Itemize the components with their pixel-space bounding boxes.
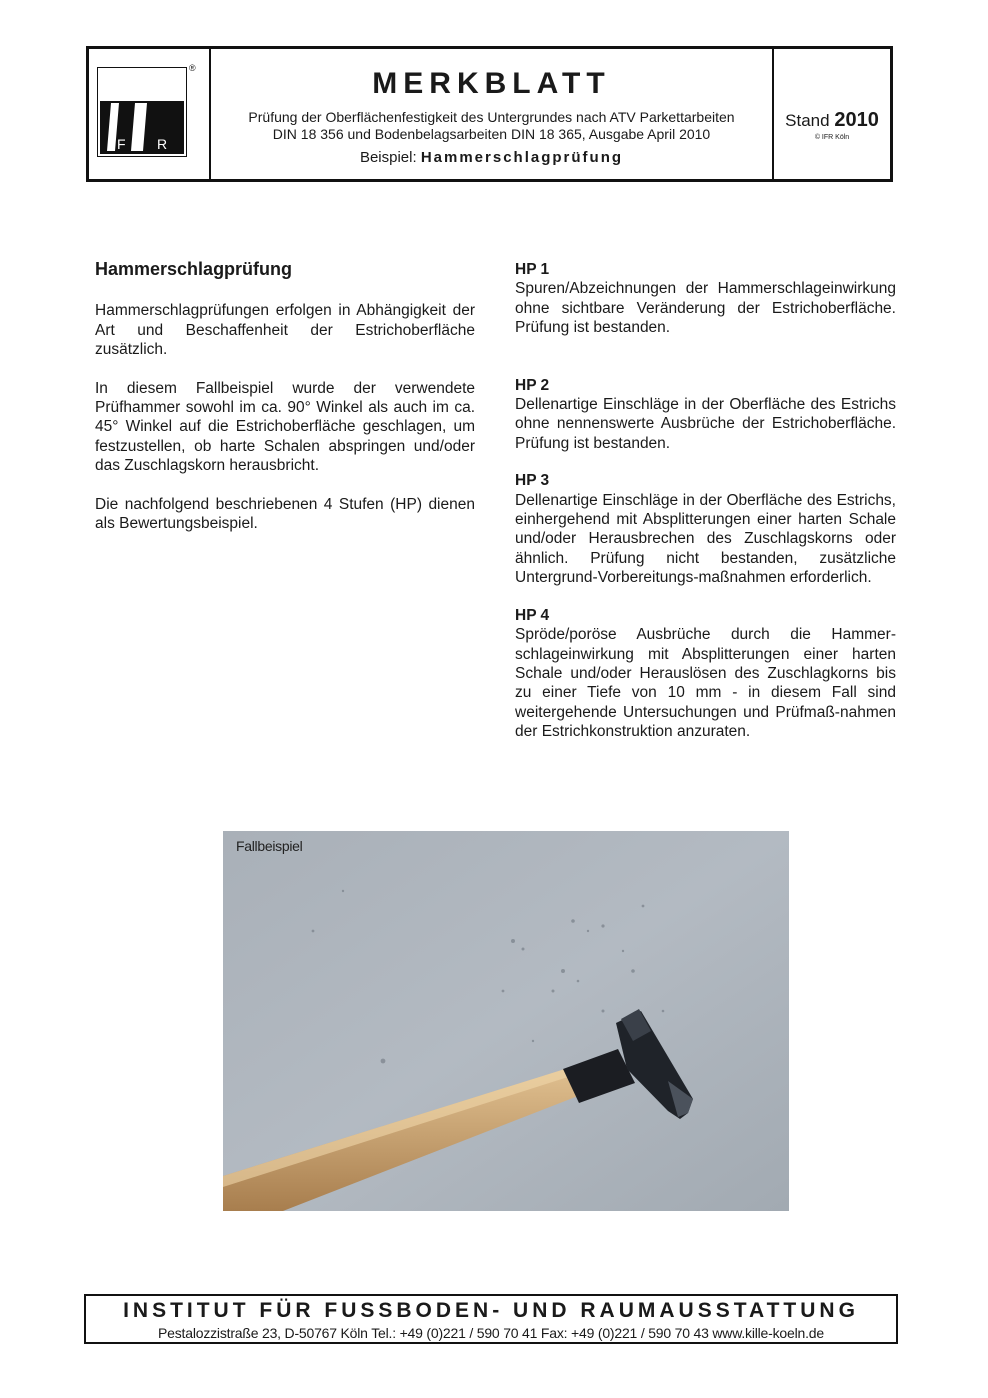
subtitle-line-1: Prüfung der Oberflächenfestigkeit des Untergrundes nach ATV Parkettarbeiten (248, 109, 735, 125)
example-line (211, 149, 772, 166)
hp-item-1 (515, 260, 896, 338)
paragraph-levels: Die nachfolgend beschriebenen 4 Stufen (HP) dienen als Bewertungsbeispiel. (95, 495, 475, 533)
stand-year: 2010 (834, 109, 879, 131)
subtitle-line-2: DIN 18 356 und Bodenbelagsarbeiten DIN 18 365, Ausgabe April 2010 (272, 126, 711, 142)
hp-title: HP 2 (515, 376, 550, 394)
institute-address: Pestalozzistraße 23, D-50767 Köln Tel.: +49 (0)221 / 590 70 41 Fax: +49 (0)221 / 590 70 43 www.kille-koeln.de (158, 1325, 824, 1341)
paragraph-intro: Hammerschlagprüfungen erfolgen in Abhängigkeit der Art und Beschaffenheit der Estrichoberfläche zusätzlich. (95, 302, 475, 359)
hp-text: Dellenartige Einschläge in der Oberfläche des Estrichs, einhergehend mit Absplitterungen einer harten Schale und/oder Herausbrechen des Zuschlagskorns oder ähnlich. Prüfung nicht bestanden, zusätzliche Untergrund-Vorbereitungs-maßnahmen erforderlich. (515, 491, 896, 587)
paragraph-case: In diesem Fallbeispiel wurde der verwendete Prüfhammer sowohl im ca. 90° Winkel als auch im ca. 45° Winkel auf die Estrichoberfläche geschlagen, um festzustellen, ob harte Schalen abspringen und/oder das Zuschlagskorn herausbricht. (95, 379, 475, 475)
right-column (515, 260, 896, 760)
example-prefix: Beispiel: (359, 149, 417, 166)
institute-name: INSTITUT FÜR FUSSBODEN- UND RAUMAUSSTATTUNG (123, 1299, 859, 1322)
svg-text:R: R (157, 136, 168, 152)
registered-mark: ® (189, 63, 196, 73)
stand-line (774, 109, 890, 132)
title-cell (211, 49, 774, 179)
svg-text:F: F (117, 136, 126, 152)
hp-item-2 (515, 376, 896, 454)
hp-text: Spröde/poröse Ausbrüche durch die Hammer-schlageinwirkung mit Absplitterungen einer harten Schale und/oder Herauslösen des Zuschlagkorns bis zu einer Tiefe von 10 mm - in diesem Fall sind weitergehende Untersuchungen und Prüfmaß-nahmen der Estrichkonstruktion anzuraten. (515, 626, 896, 741)
copyright: © IFR Köln (814, 134, 850, 141)
photo-label: Fallbeispiel (236, 838, 303, 854)
example-name: Hammerschlagprüfung (420, 149, 624, 166)
logo-cell (89, 49, 211, 179)
hp-text: Spuren/Abzeichnungen der Hammerschlageinwirkung ohne sichtbare Veränderung der Estrichoberfläche. Prüfung ist bestanden. (515, 280, 896, 337)
hp-text: Dellenartige Einschläge in der Oberfläche des Estrichs ohne nennenswerte Ausbrüche der Estrichoberfläche. Prüfung ist bestanden. (515, 396, 896, 452)
page-title: MERKBLATT (372, 67, 611, 100)
case-photo (223, 831, 789, 1211)
hp-item-4 (515, 606, 896, 742)
left-column (95, 260, 475, 552)
document-header (86, 46, 893, 182)
hp-title: HP 3 (515, 472, 550, 490)
stand-label: Stand (785, 111, 830, 130)
hp-title: HP 4 (515, 606, 550, 624)
section-heading: Hammerschlagprüfung (95, 259, 293, 279)
hp-item-3 (515, 471, 896, 587)
stand-cell (774, 49, 890, 179)
institute-footer (84, 1294, 898, 1344)
ifr-logo (97, 67, 187, 157)
hp-title: HP 1 (515, 261, 550, 278)
